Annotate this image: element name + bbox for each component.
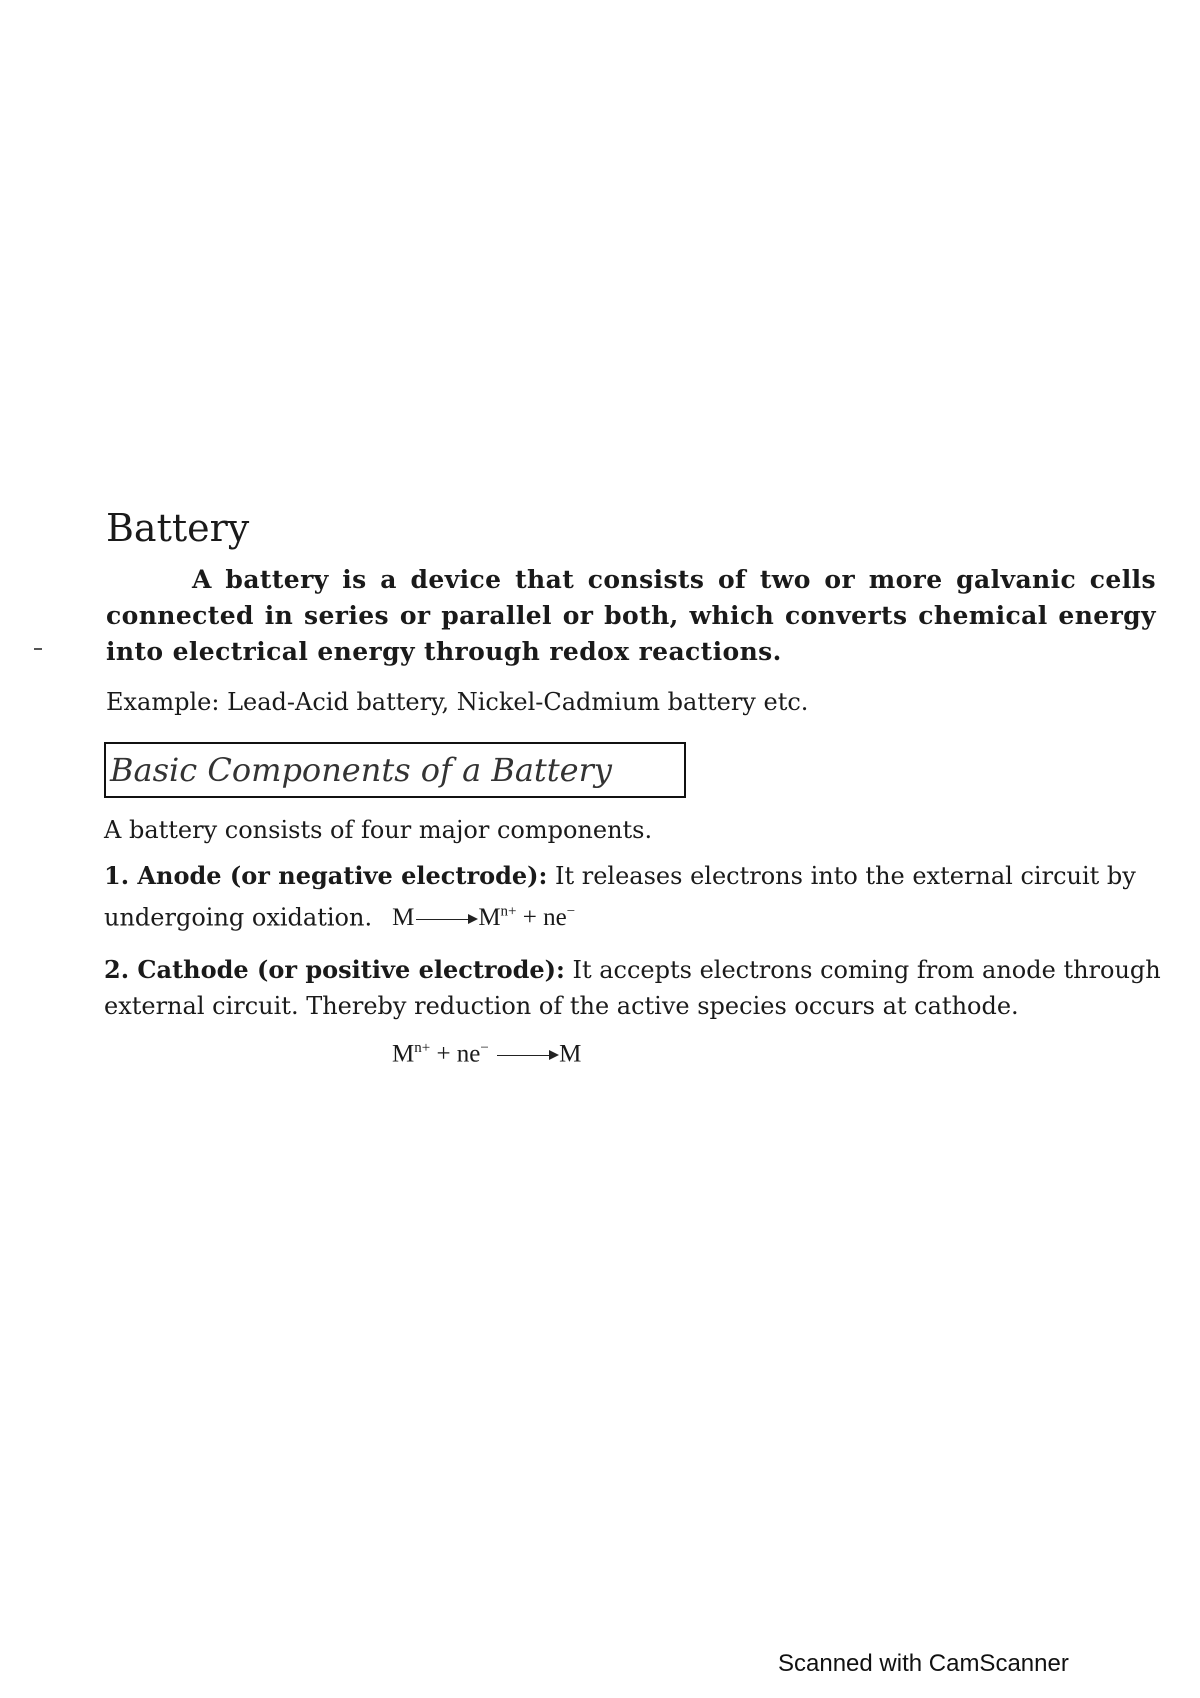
anode-paragraph	[104, 858, 1164, 936]
cathode-equation: $M^{n+} + ne^-$ M	[392, 1040, 582, 1068]
intro-paragraph	[106, 562, 1156, 670]
page-heading: Battery	[106, 506, 250, 550]
reaction-arrow-icon	[416, 919, 476, 920]
intro-text: A battery is a device that consists of two or more galvanic cells connected in series or parallel or both, which converts chemical energy into electrical energy through redox reactions.	[106, 565, 1156, 666]
section-title-box	[104, 742, 686, 798]
cathode-text: It accepts electrons coming from anode through external circuit. Thereby reduction of the active species occurs at cathode.	[104, 956, 1161, 1020]
scanner-watermark: Scanned with CamScanner	[778, 1650, 1069, 1677]
cathode-label: 2. Cathode (or positive electrode):	[104, 955, 565, 984]
example-line: Example: Lead-Acid battery, Nickel-Cadmium battery etc.	[106, 688, 809, 716]
reaction-arrow-icon	[497, 1055, 557, 1056]
scan-mark	[34, 648, 42, 650]
anode-text: It releases electrons into the external circuit by undergoing oxidation.	[104, 862, 1136, 932]
anode-label: 1. Anode (or negative electrode):	[104, 861, 548, 890]
components-intro: A battery consists of four major components.	[104, 816, 653, 844]
section-title: Basic Components of a Battery	[110, 751, 612, 789]
anode-equation: M $M^{n+} + ne^-$	[392, 904, 576, 932]
cathode-paragraph	[104, 952, 1164, 1024]
